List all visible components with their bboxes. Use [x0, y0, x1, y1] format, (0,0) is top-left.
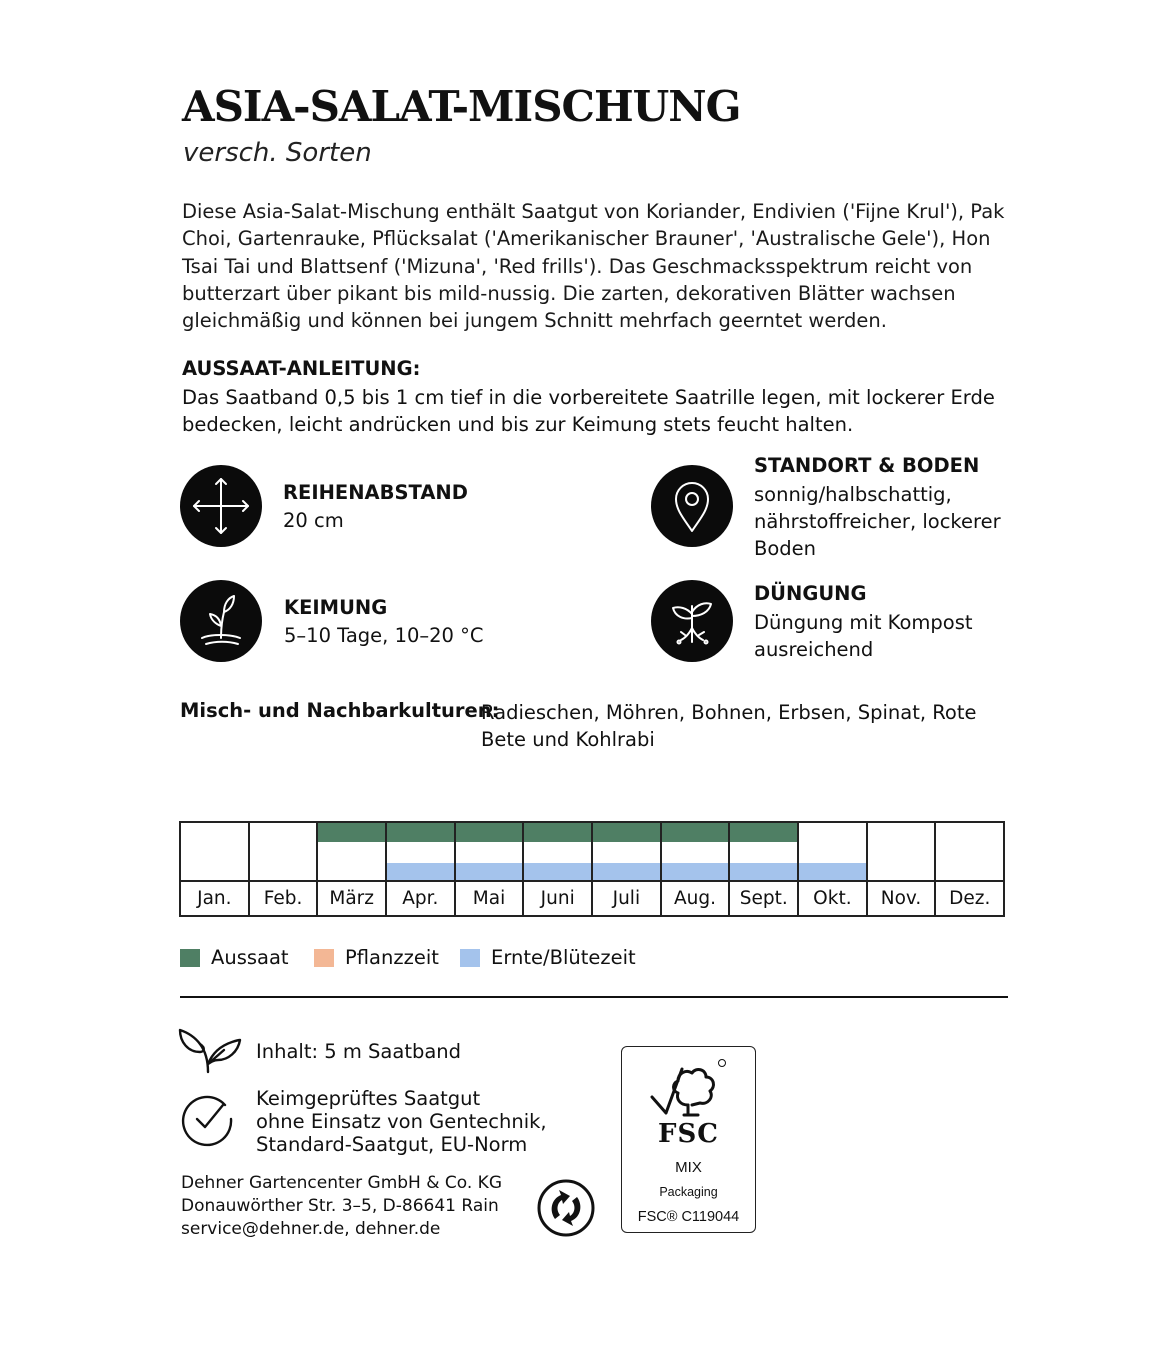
germination-heading: KEIMUNG — [284, 596, 388, 619]
seed-quality-line-2: ohne Einsatz von Gentechnik, — [256, 1110, 547, 1133]
calendar-month — [662, 823, 731, 915]
company-address — [181, 1172, 502, 1241]
legend-harvest-label: Ernte/Blütezeit — [491, 946, 636, 969]
arrows-cross-icon — [180, 465, 262, 547]
legend-planting — [314, 946, 439, 969]
calendar-month-label: Juni — [524, 880, 591, 915]
legend-sowing — [180, 946, 289, 969]
calendar-month — [524, 823, 593, 915]
fertilizing-text: Düngung mit Kompost ausreichend — [754, 611, 973, 661]
calendar-month-label: Dez. — [936, 880, 1003, 915]
calendar-month — [799, 823, 868, 915]
company-contact: service@dehner.de, dehner.de — [181, 1219, 441, 1239]
calendar-month-label: Nov. — [868, 880, 935, 915]
calendar-month — [593, 823, 662, 915]
location-soil-heading: STANDORT & BODEN — [754, 454, 980, 477]
calendar-month — [936, 823, 1003, 915]
calendar-sowing-band — [318, 823, 385, 842]
calendar-month-label: Juli — [593, 880, 660, 915]
fsc-certification-badge — [621, 1046, 756, 1233]
germination-value: 5–10 Tage, 10–20 °C — [284, 624, 484, 647]
product-title: ASIA-SALAT-MISCHUNG — [182, 82, 741, 131]
calendar-sowing-band — [593, 823, 660, 842]
calendar-month-label: Feb. — [250, 880, 317, 915]
green-dot-recycling-icon — [537, 1179, 595, 1237]
calendar-sowing-band — [456, 823, 523, 842]
row-spacing-value: 20 cm — [283, 509, 344, 532]
product-description: Diese Asia-Salat-Mischung enthält Saatgut von Koriander, Endivien ('Fijne Krul'), Pak Choi, Gartenrauke, Pflücksalat ('Amerikanischer Brauner', 'Australische Gele'), Hon Tsai Tai und Blattsenf ('Mizuna', 'Red frills'). Das Geschmacksspektrum reicht von butterzart über pikant bis mild-nussig. Die zarten, dekorativen Blätter wachsen gleichmäßig und können bei jungem Schnitt mehrfach geerntet werden. — [182, 200, 1005, 333]
calendar-month-label: Jan. — [181, 880, 248, 915]
calendar-month-label: Aug. — [662, 880, 729, 915]
seed-quality-text — [256, 1087, 547, 1156]
calendar-sowing-band — [662, 823, 729, 842]
calendar-month-label: Apr. — [387, 880, 454, 915]
calendar-month — [387, 823, 456, 915]
legend-sowing-swatch — [180, 949, 200, 967]
legend-planting-swatch — [314, 949, 334, 967]
legend-planting-label: Pflanzzeit — [345, 946, 439, 969]
calendar-month — [730, 823, 799, 915]
calendar-month — [456, 823, 525, 915]
legend-harvest — [460, 946, 636, 969]
calendar-month — [868, 823, 937, 915]
content-amount: Inhalt: 5 m Saatband — [256, 1040, 462, 1063]
fsc-packaging: Packaging — [659, 1185, 718, 1199]
legend-sowing-label: Aussaat — [211, 946, 289, 969]
seedling-icon — [180, 580, 262, 662]
fertilizing-heading: DÜNGUNG — [754, 582, 867, 605]
calendar-month — [318, 823, 387, 915]
fsc-brand: FSC — [658, 1119, 719, 1149]
fsc-mix: MIX — [675, 1159, 702, 1176]
season-calendar — [179, 821, 1005, 917]
location-pin-icon — [651, 465, 733, 547]
calendar-month-label: Mai — [456, 880, 523, 915]
calendar-sowing-band — [730, 823, 797, 842]
calendar-sowing-band — [524, 823, 591, 842]
calendar-month — [250, 823, 319, 915]
checkmark-circle-icon — [179, 1091, 235, 1147]
plant-roots-icon — [651, 580, 733, 662]
leaf-icon — [178, 1024, 242, 1076]
sowing-instructions-heading: AUSSAAT-ANLEITUNG: — [182, 357, 421, 380]
divider — [180, 996, 1008, 998]
calendar-sowing-band — [387, 823, 454, 842]
seed-quality-line-3: Standard-Saatgut, EU-Norm — [256, 1133, 528, 1156]
calendar-month-label: März — [318, 880, 385, 915]
fsc-tree-logo-icon — [648, 1057, 728, 1119]
company-name: Dehner Gartencenter GmbH & Co. KG — [181, 1173, 502, 1193]
calendar-month — [181, 823, 250, 915]
fsc-license: FSC® C119044 — [637, 1209, 740, 1225]
companion-crops-label: Misch- und Nachbarkulturen: — [180, 699, 500, 722]
seed-quality-line-1: Keimgeprüftes Saatgut — [256, 1087, 481, 1110]
product-subtitle: versch. Sorten — [183, 138, 372, 168]
sowing-instructions-text: Das Saatband 0,5 bis 1 cm tief in die vorbereitete Saatrille legen, mit lockerer Erde bedecken, leicht andrücken und bis zur Keimung stets feucht halten. — [182, 386, 995, 436]
company-street: Donauwörther Str. 3–5, D-86641 Rain — [181, 1196, 499, 1216]
legend-harvest-swatch — [460, 949, 480, 967]
location-soil-text: sonnig/halbschattig, nährstoffreicher, lockerer Boden — [754, 483, 1001, 560]
row-spacing-heading: REIHENABSTAND — [283, 481, 468, 504]
calendar-month-label: Okt. — [799, 880, 866, 915]
companion-crops-text: Radieschen, Möhren, Bohnen, Erbsen, Spinat, Rote Bete und Kohlrabi — [481, 701, 977, 751]
calendar-month-label: Sept. — [730, 880, 797, 915]
